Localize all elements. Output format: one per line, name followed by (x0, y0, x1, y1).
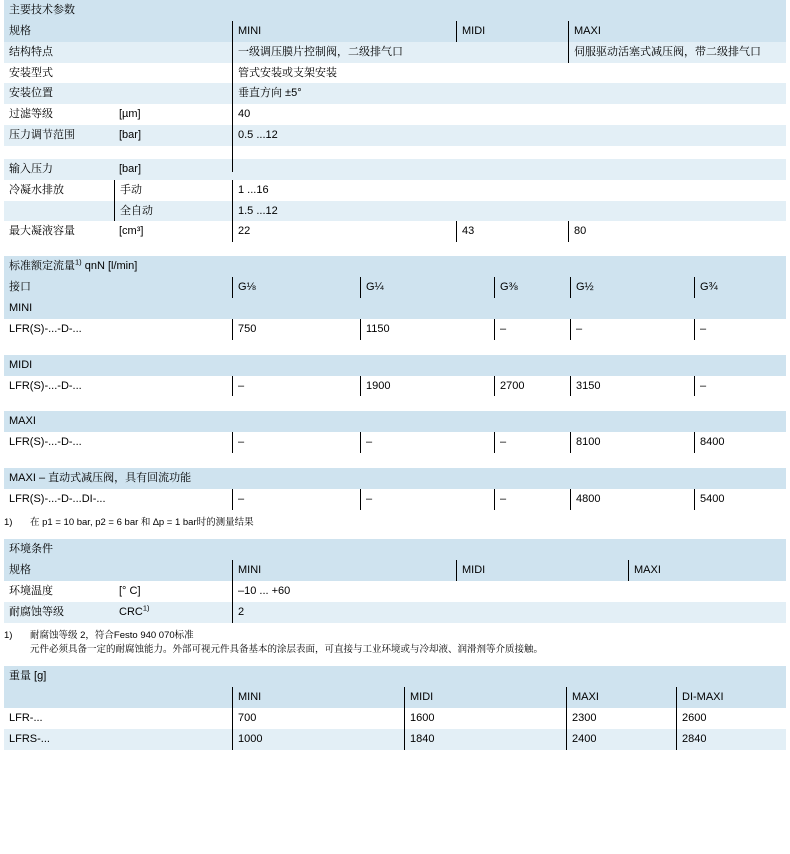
row-value: –10 ... +60 (232, 581, 786, 602)
row-mounting-type (4, 63, 786, 84)
row-unit (114, 146, 232, 159)
cell-mini: 700 (232, 708, 404, 729)
group-label: MIDI (4, 355, 786, 376)
row-value-maxi: 80 (568, 221, 786, 242)
cell-g18: – (232, 489, 360, 510)
weight-table (4, 666, 786, 749)
cell-g34: 5400 (694, 489, 786, 510)
group-label: MAXI (4, 411, 786, 432)
row-value: 垂直方向 ±5° (232, 83, 786, 104)
row-value-midi: 43 (456, 221, 568, 242)
row-value-maxi: 伺服驱动活塞式减压阀，带二级排气口 (568, 42, 786, 63)
flow-spacer (4, 340, 786, 355)
row-unit: 手动 (114, 180, 232, 201)
col-header-maxi: MAXI (568, 21, 786, 42)
row-label: 冷凝水排放 (4, 180, 114, 201)
row-mounting-position (4, 83, 786, 104)
technical-data-table (4, 0, 786, 242)
cell-g34: – (694, 376, 786, 397)
environment-title-row (4, 539, 786, 560)
cell-g14: – (360, 432, 494, 453)
cell-g38: – (494, 432, 570, 453)
row-label: 环境温度 (4, 581, 114, 602)
flow-row-maxi (4, 432, 786, 453)
cell-g14: – (360, 489, 494, 510)
footnote-marker: 1) (4, 629, 13, 641)
row-pressure-range (4, 125, 786, 146)
flow-group-maxi (4, 411, 786, 432)
flow-row-midi (4, 376, 786, 397)
row-filter-grade (4, 104, 786, 125)
row-unit: [µm] (114, 104, 232, 125)
section-gap (0, 658, 790, 666)
row-label: 压力调节范围 (4, 125, 114, 146)
row-condensate-manual (4, 180, 786, 201)
row-condensate-auto (4, 201, 786, 222)
footnote-text (30, 629, 786, 657)
weight-title: 重量 [g] (4, 666, 786, 687)
row-unit: [bar] (114, 125, 232, 146)
flow-rate-table (4, 256, 786, 509)
environment-title: 环境条件 (4, 539, 786, 560)
flow-group-midi (4, 355, 786, 376)
col-header-g12: G½ (570, 277, 694, 298)
cell-g38: 2700 (494, 376, 570, 397)
cell-g18: 750 (232, 319, 360, 340)
footnote-marker: 1) (4, 516, 13, 528)
row-unit: CRC$^{1)}$ (114, 602, 232, 623)
row-label: 耐腐蚀等级 (4, 602, 114, 623)
col-header-maxi: MAXI (566, 687, 676, 708)
row-unit: [cm³] (114, 221, 232, 242)
cell-g34: 8400 (694, 432, 786, 453)
col-header-midi: MIDI (456, 21, 568, 42)
col-header-connection: 接口 (4, 277, 232, 298)
row-value: 2 (232, 602, 786, 623)
col-header-g18: G⅛ (232, 277, 360, 298)
cell-g18: – (232, 376, 360, 397)
footnote-line-2: 元件必须具备一定的耐腐蚀能力。外部可视元件具备基本的涂层表面，可直接与工业环境或与冷却液、润滑剂等介质接触。 (30, 643, 544, 655)
unit-footnote-marker: 1) (142, 603, 150, 613)
cell-g38: – (494, 319, 570, 340)
row-unit: [bar] (114, 159, 232, 180)
footnote-line-1: 耐腐蚀等级 2，符合Festo 940 070标准 (30, 629, 194, 641)
col-header-mini: MINI (232, 21, 456, 42)
col-header-mini: MINI (232, 687, 404, 708)
row-label: 过滤等级 (4, 104, 114, 125)
row-label: LFRS-... (4, 729, 232, 750)
row-empty (4, 146, 786, 159)
flow-spacer (4, 453, 786, 468)
flow-group-maxi-di (4, 468, 786, 489)
row-value: 40 (232, 104, 786, 125)
row-label (4, 146, 114, 159)
weight-row-lfr (4, 708, 786, 729)
col-header-g14: G¼ (360, 277, 494, 298)
environment-table (4, 539, 786, 622)
table-header-row (4, 21, 786, 42)
cell-mini: 1000 (232, 729, 404, 750)
row-value: 1.5 ...12 (232, 201, 786, 222)
cell-g14: 1900 (360, 376, 494, 397)
flow-row-maxi-di (4, 489, 786, 510)
table-title-row (4, 0, 786, 21)
cell-di-maxi: 2600 (676, 708, 786, 729)
row-value: 0.5 ...12 (232, 125, 786, 146)
row-label: LFR(S)-...-D-... (4, 432, 232, 453)
flow-header-row (4, 277, 786, 298)
row-value-mini: 22 (232, 221, 456, 242)
row-corrosion-resistance (4, 602, 786, 623)
col-header-mini: MINI (232, 560, 456, 581)
cell-maxi: 2400 (566, 729, 676, 750)
flow-footnote (4, 516, 786, 530)
cell-g38: – (494, 489, 570, 510)
cell-g12: – (570, 319, 694, 340)
row-label (4, 201, 114, 222)
col-header-blank (4, 687, 232, 708)
cell-g12: 3150 (570, 376, 694, 397)
technical-data-title: 主要技术参数 (4, 0, 786, 21)
row-label: LFR(S)-...-D-...DI-... (4, 489, 232, 510)
row-label: 安装型式 (4, 63, 232, 84)
flow-row-mini (4, 319, 786, 340)
cell-g18: – (232, 432, 360, 453)
cell-maxi: 2300 (566, 708, 676, 729)
group-label: MAXI – 直动式减压阀，具有回流功能 (4, 468, 786, 489)
col-header-g34: G¾ (694, 277, 786, 298)
col-header-di-maxi: DI-MAXI (676, 687, 786, 708)
row-unit: 全自动 (114, 201, 232, 222)
row-value (232, 159, 786, 180)
cell-g12: 8100 (570, 432, 694, 453)
row-value (232, 146, 786, 159)
group-label: MINI (4, 298, 786, 319)
cell-g14: 1150 (360, 319, 494, 340)
col-header-maxi: MAXI (628, 560, 786, 581)
flow-title-row (4, 256, 786, 277)
row-label: LFR(S)-...-D-... (4, 376, 232, 397)
flow-title-footnote-marker: 1) (75, 257, 82, 267)
flow-group-mini (4, 298, 786, 319)
footnote-text: 在 p1 = 10 bar, p2 = 6 bar 和 ∆p = 1 bar时的测量结果 (30, 516, 254, 528)
col-header-midi: MIDI (404, 687, 566, 708)
row-input-pressure (4, 159, 786, 180)
row-label: 输入压力 (4, 159, 114, 180)
col-header-spec: 规格 (4, 21, 232, 42)
cell-di-maxi: 2840 (676, 729, 786, 750)
row-label: 最大凝液容量 (4, 221, 114, 242)
section-gap (0, 242, 790, 256)
col-header-spec: 规格 (4, 560, 232, 581)
environment-header-row (4, 560, 786, 581)
row-label: 安装位置 (4, 83, 232, 104)
row-value: 1 ...16 (232, 180, 786, 201)
row-value-mini-midi: 一级调压膜片控制阀，二级排气口 (232, 42, 568, 63)
row-unit: [° C] (114, 581, 232, 602)
cell-midi: 1600 (404, 708, 566, 729)
flow-spacer (4, 396, 786, 411)
weight-row-lfrs (4, 729, 786, 750)
row-value: 管式安装或支架安装 (232, 63, 786, 84)
weight-title-row (4, 666, 786, 687)
row-structure (4, 42, 786, 63)
col-header-midi: MIDI (456, 560, 628, 581)
row-label: LFR-... (4, 708, 232, 729)
cell-g34: – (694, 319, 786, 340)
flow-title: 标准额定流量$^{1)}$ qnN [l/min] (4, 256, 786, 277)
row-ambient-temperature (4, 581, 786, 602)
row-max-condensate (4, 221, 786, 242)
row-label: 结构特点 (4, 42, 232, 63)
weight-header-row (4, 687, 786, 708)
col-header-g38: G⅜ (494, 277, 570, 298)
environment-footnote (4, 629, 786, 657)
cell-g12: 4800 (570, 489, 694, 510)
row-label: LFR(S)-...-D-... (4, 319, 232, 340)
section-gap (0, 531, 790, 539)
cell-midi: 1840 (404, 729, 566, 750)
